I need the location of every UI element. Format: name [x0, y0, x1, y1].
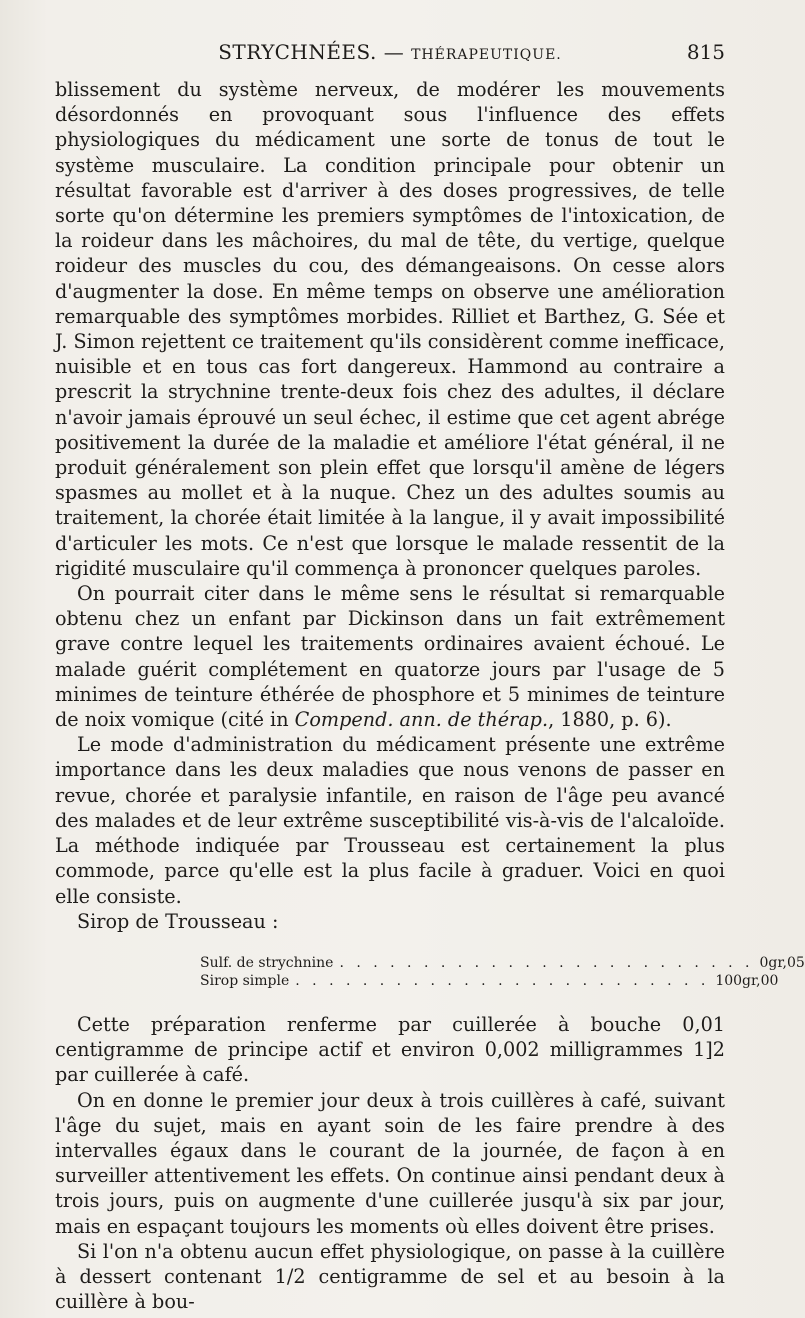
recipe-table: [200, 954, 805, 990]
paragraph-6: On en donne le premier jour deux à trois cuillères à café, suivant l'âge du sujet, mais en ayant soin de les faire prendre à des intervalles égaux dans le courant de la journée, de façon à en surveiller attentivement les effets. On continue ainsi pendant deux à trois jours, puis on augmente d'une cuillerée jusqu'à six par jour, mais en espaçant toujours les moments où elles doivent être prises.: [55, 1088, 725, 1238]
recipe-title: Sirop de Trousseau :: [77, 909, 279, 933]
paragraph-1: blissement du système nerveux, de modérer les mouvements désordonnés en provoquant sous l'influence des effets physiologiques du médicament une sorte de tonus de tout le système musculaire. La condition principale pour obtenir un résultat favorable est d'arriver à des doses progressives, de telle sorte qu'on détermine les premiers symptômes de l'intoxication, de la roideur dans les mâchoires, du mal de tête, du vertige, quelque roideur des muscles du cou, des démangeaisons. On cesse alors d'augmenter la dose. En même temps on observe une amélioration remarquable des symptômes morbides. Rilliet et Barthez, G. Sée et J. Simon rejettent ce traitement qu'ils considèrent comme inefficace, nuisible et en tous cas fort dangereux. Hammond au contraire a prescrit la strychnine trente-deux fois chez des adultes, il déclare n'avoir jamais éprouvé un seul échec, il estime que cet agent abrége positivement la durée de la maladie et améliore l'état général, il ne produit généralement son plein effet que lorsqu'il amène de légers spasmes au mollet et à la nuque. Chez un des adultes soumis au traitement, la chorée était limitée à la langue, il y avait impossibilité d'articuler les mots. Ce n'est que lorsque le malade ressentit de la rigidité musculaire qu'il commença à prononcer quelques paroles.: [55, 78, 725, 580]
recipe-quantity: 0gr,05: [759, 954, 805, 971]
paragraph-3: Le mode d'administration du médicament présente une extrême importance dans les deux maladies que nous venons de passer en revue, chorée et paralysie infantile, en raison de l'âge peu avancé des malades et de leur extrême susceptibilité vis-à-vis de l'alcaloïde. La méthode indiquée par Trousseau est certainement la plus commode, parce qu'elle est la plus facile à graduer. Voici en quoi elle consiste.: [55, 733, 725, 908]
running-title-main: STRYCHNÉES.: [218, 40, 377, 64]
paragraph-2-end: , 1880, p. 6).: [548, 708, 672, 732]
citation: Compend. ann. de thérap.: [294, 708, 549, 732]
recipe-ingredient: Sirop simple: [200, 972, 290, 989]
recipe-ingredient: Sulf. de strychnine: [200, 954, 334, 971]
paragraph-5: Cette préparation renferme par cuillerée à bouche 0,01 centigramme de principe actif et environ 0,002 milligrammes 1]2 par cuillerée à café.: [55, 1012, 725, 1087]
page-number: 815: [686, 40, 725, 64]
paragraph-2-text: On pourrait citer dans le même sens le résultat si remarquable obtenu chez un enfant par Dickinson dans un fait extrêmement grave contre lequel les traitements ordinaires avaient échoué. Le malade guérit complétement en quatorze jours par l'usage de 5 minimes de teinture éthérée de phosphore et 5 minimes de teinture de noix vomique (cité in: [55, 582, 725, 732]
leader-dots: . . . . . . . . . . . . . . . . . . . . . . . . .: [339, 954, 754, 971]
running-header: [55, 40, 725, 74]
recipe-row: [200, 954, 805, 972]
recipe-quantity: 100gr,00: [715, 972, 779, 989]
page-body: [55, 77, 805, 1314]
recipe-row: [200, 972, 779, 990]
paragraph-2: [55, 581, 725, 732]
running-title: [55, 40, 725, 64]
paragraph-7: Si l'on n'a obtenu aucun effet physiologique, on passe à la cuillère à dessert contenant 1/2 centigramme de sel et au besoin à la cuillère à bou-: [55, 1239, 725, 1314]
running-title-separator: —: [376, 40, 412, 64]
leader-dots: . . . . . . . . . . . . . . . . . . . . . . . . .: [295, 972, 710, 989]
running-title-sub: THÉRAPEUTIQUE.: [411, 47, 562, 63]
